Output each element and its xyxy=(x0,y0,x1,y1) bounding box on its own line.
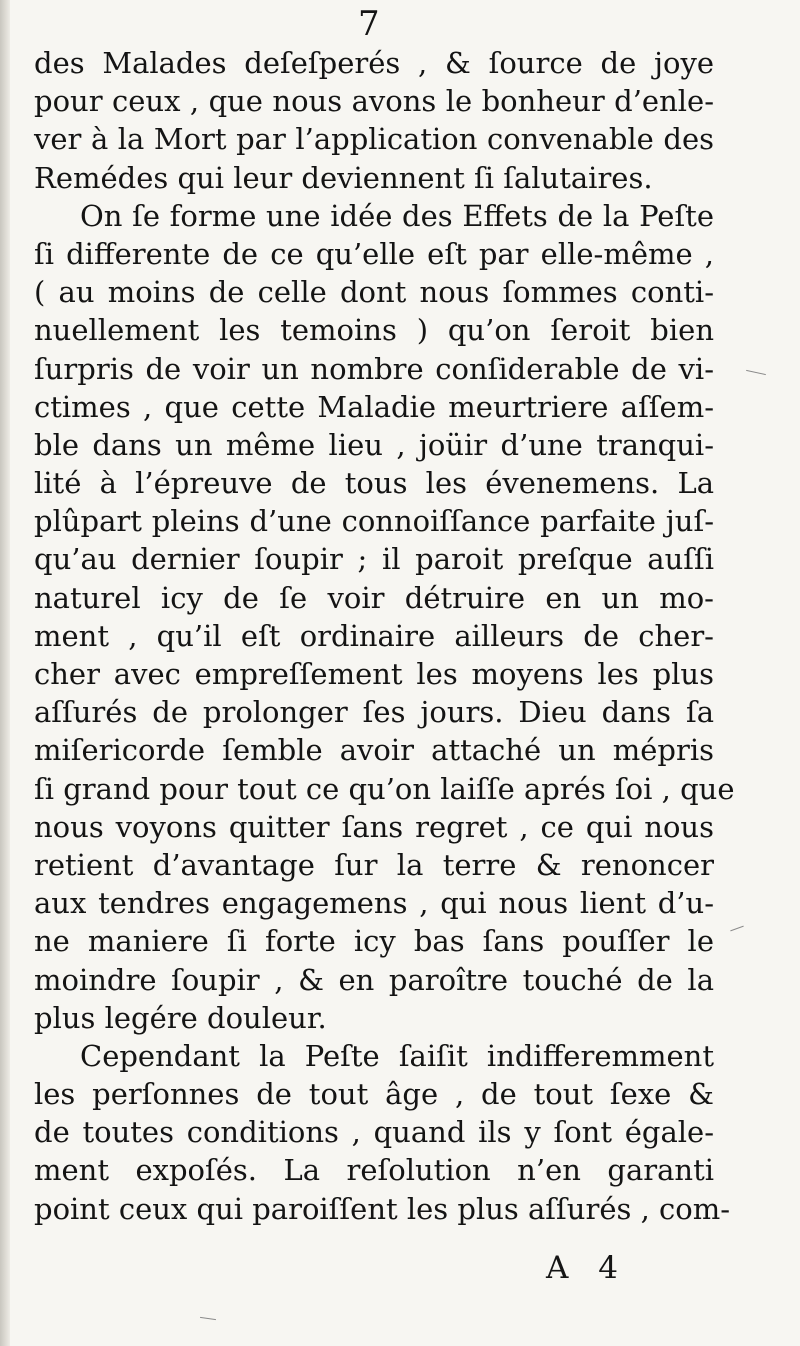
text-line: nous voyons quitter ſans regret , ce qui nous xyxy=(34,809,714,844)
text-line: les perſonnes de tout âge , de tout ſexe & xyxy=(34,1077,714,1112)
text-line: Remédes qui leur deviennent ſi ſalutaires. xyxy=(34,160,653,195)
text-line: ctimes , que cette Maladie meurtriere aſſem- xyxy=(34,389,714,424)
text-line: ſurpris de voir un nombre conſiderable de vi- xyxy=(34,351,714,386)
text-line: pour ceux , que nous avons le bonheur d’enle- xyxy=(34,84,714,119)
text-line: qu’au dernier ſoupir ; il paroit preſque auſſi xyxy=(34,542,714,577)
text-line: aſſurés de prolonger ſes jours. Dieu dans ſa xyxy=(34,695,714,730)
text-line: On ſe forme une idée des Effets de la Peſte xyxy=(80,198,714,233)
text-line: ment expoſés. La reſolution n’en garanti xyxy=(34,1153,714,1188)
text-line: ſi differente de ce qu’elle eſt par elle-même , xyxy=(34,236,714,271)
text-line: nuellement les temoins ) qu’on ſeroit bien xyxy=(34,313,714,348)
text-line: des Malades deſeſperés , & ſource de joye xyxy=(34,46,714,80)
body-text xyxy=(34,44,735,1228)
text-line: retient d’avantage ſur la terre & renoncer xyxy=(34,847,714,882)
text-line: plus legére douleur. xyxy=(34,1000,327,1035)
page-number: 7 xyxy=(358,4,380,44)
text-line: ver à la Mort par l’application convenable des xyxy=(34,122,714,157)
paper-mark xyxy=(746,370,766,375)
paragraph-3 xyxy=(34,1037,731,1228)
text-line: naturel icy de ſe voir détruire en un mo- xyxy=(34,580,714,615)
text-line: ne maniere ſi forte icy bas ſans pouſſer le xyxy=(34,924,714,959)
text-line: point ceux qui paroiſſent les plus aſſurés , com- xyxy=(34,1191,731,1226)
paper-mark xyxy=(200,1317,216,1320)
signature-mark: A 4 xyxy=(546,1250,628,1286)
page-gutter-shadow xyxy=(0,0,10,1346)
text-line: de toutes conditions , quand ils y ſont égale- xyxy=(34,1115,714,1150)
text-line: moindre ſoupir , & en paroître touché de la xyxy=(34,962,714,997)
text-line: miſericorde ſemble avoir attaché un mépris xyxy=(34,733,714,768)
text-line: ble dans un même lieu , joüir d’une tranqui- xyxy=(34,427,714,462)
text-line: Cependant la Peſte ſaiſit indifferemment xyxy=(80,1038,714,1073)
paper-mark xyxy=(730,926,743,932)
text-line: ment , qu’il eſt ordinaire ailleurs de cher- xyxy=(34,618,714,653)
text-line: ( au moins de celle dont nous ſommes conti- xyxy=(34,275,714,310)
text-line: plûpart pleins d’une connoiſſance parfaite juſ- xyxy=(34,504,714,539)
text-line: lité à l’épreuve de tous les évenemens. La xyxy=(34,466,714,501)
text-line: aux tendres engagemens , qui nous lient d’u- xyxy=(34,886,714,921)
text-line: ſi grand pour tout ce qu’on laiſſe aprés ſoi , que xyxy=(34,771,735,806)
text-line: cher avec empreſſement les moyens les plus xyxy=(34,657,714,691)
paragraph-1 xyxy=(34,44,714,197)
paragraph-2 xyxy=(34,197,735,1037)
